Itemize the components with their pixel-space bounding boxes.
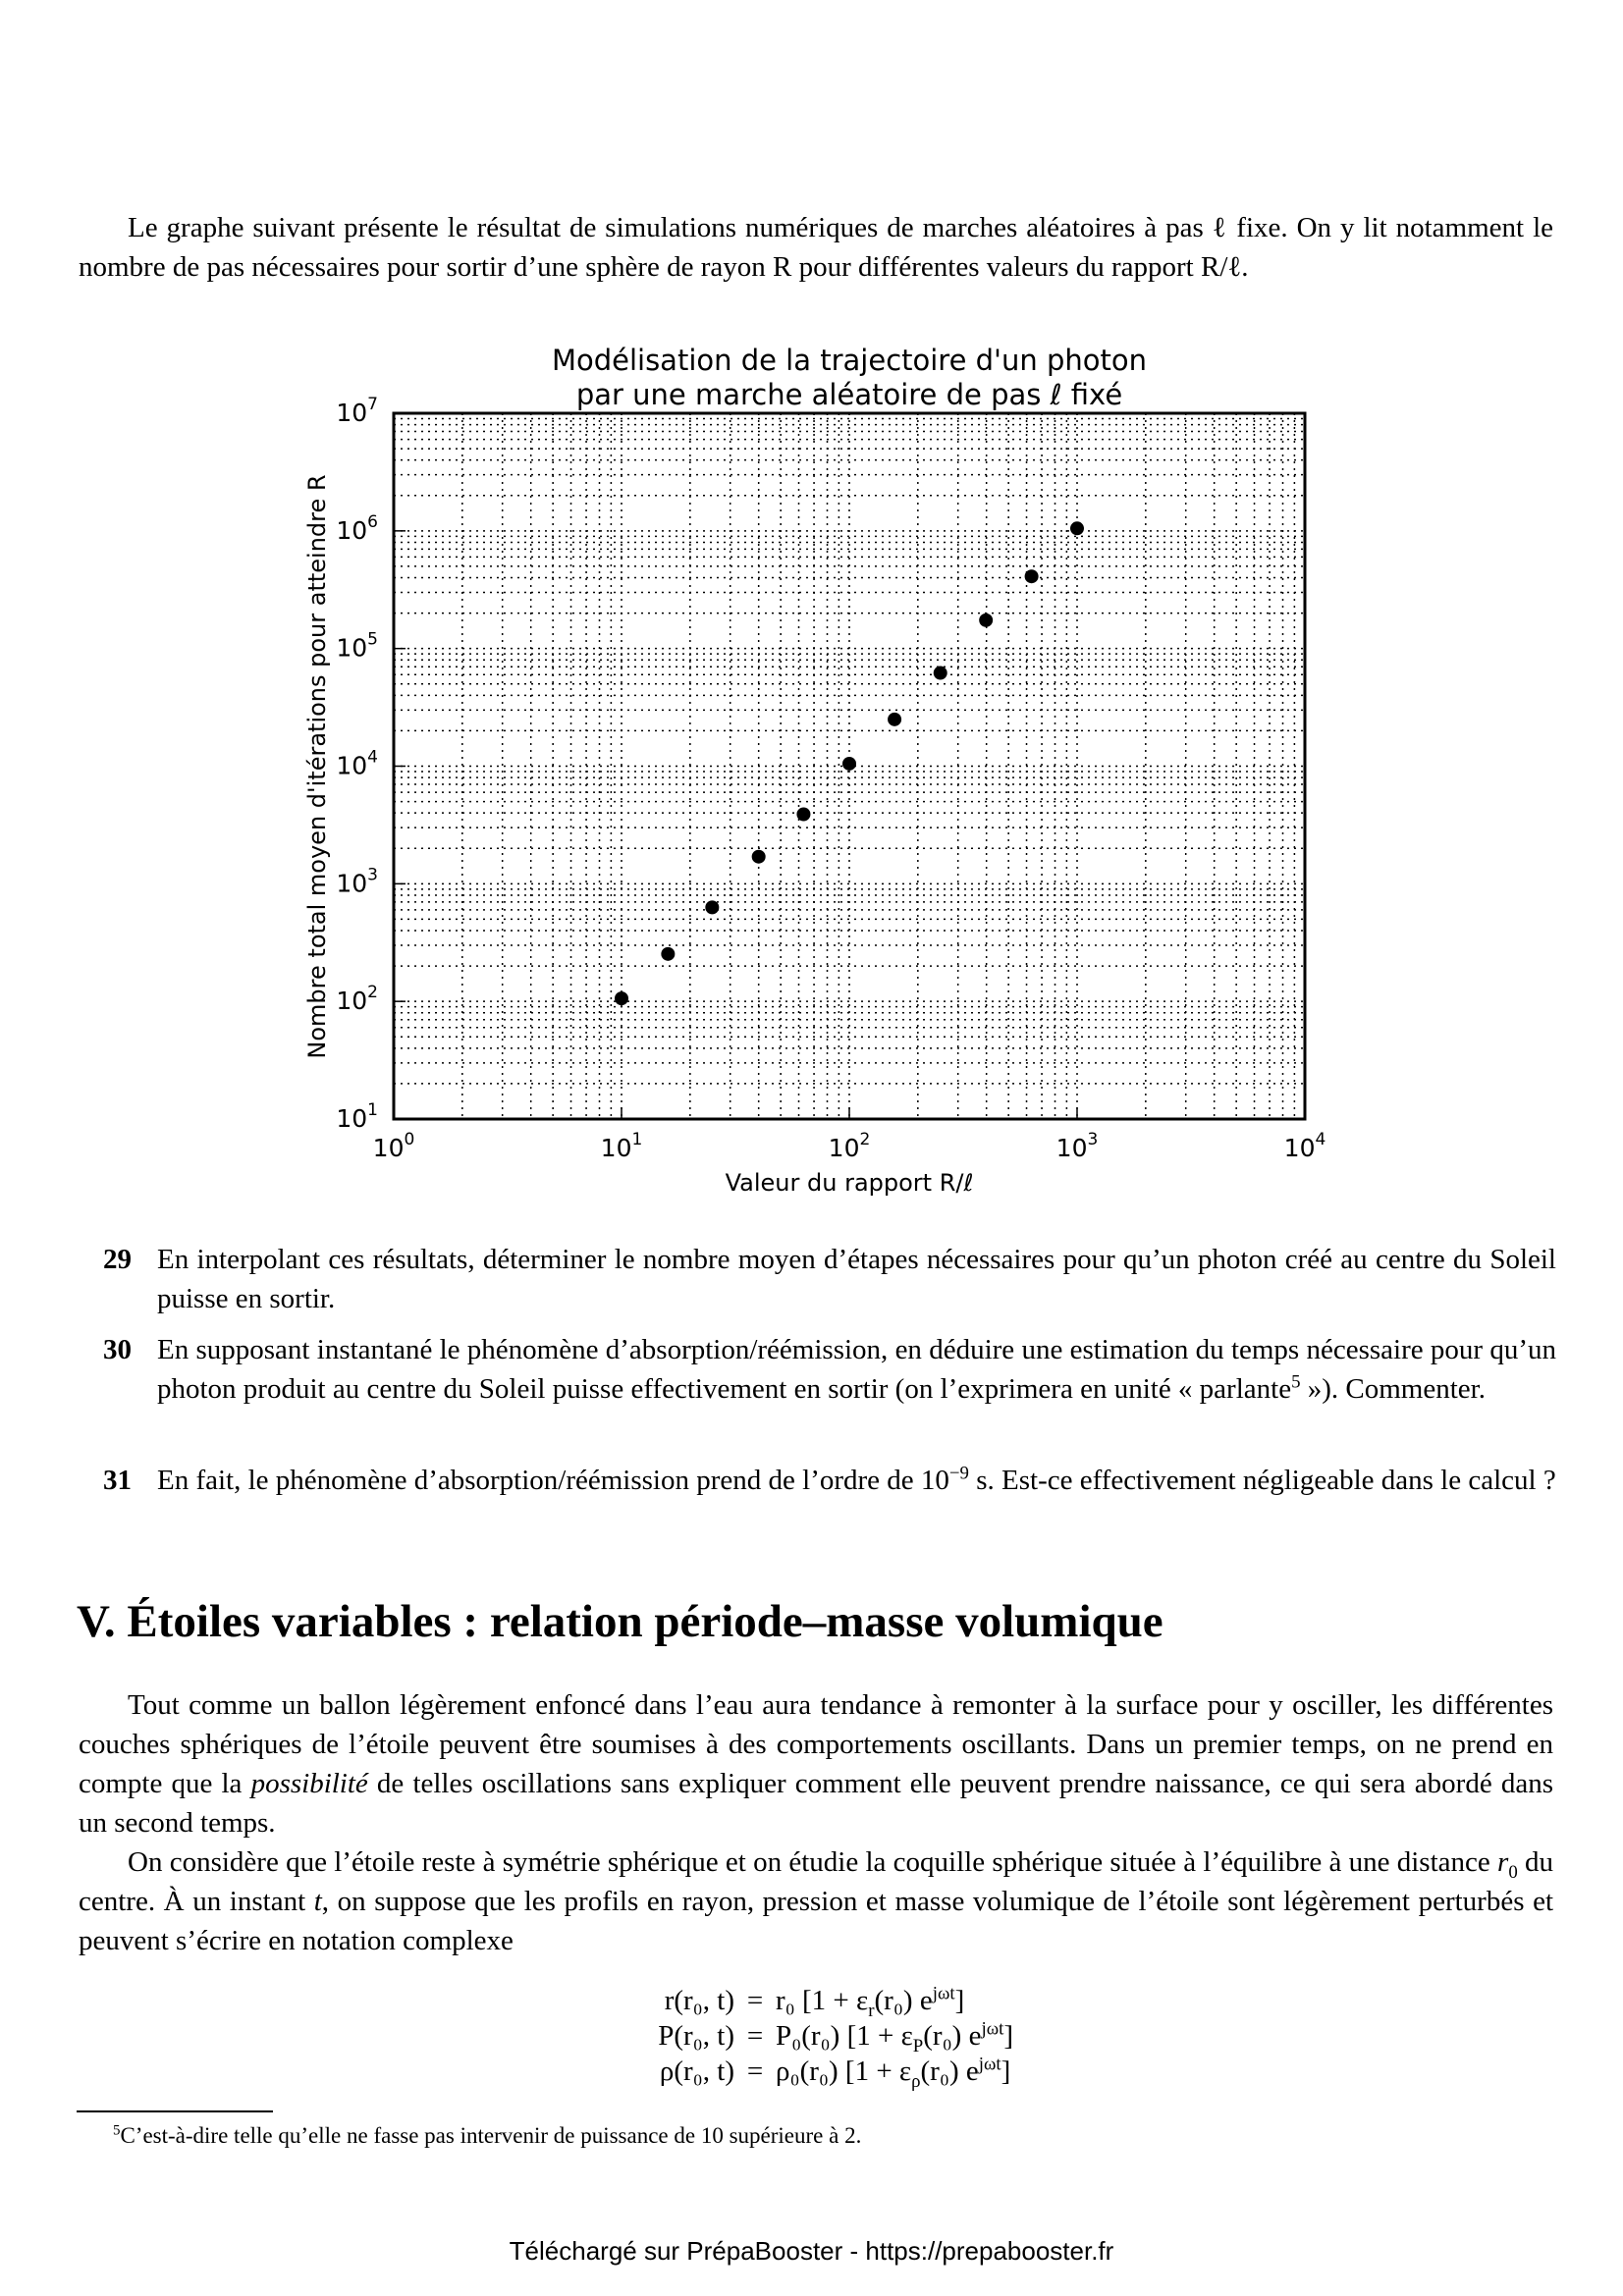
question-number: 29 [103, 1244, 132, 1275]
footnote-text: C’est-à-dire telle qu’elle ne fasse pas intervenir de puissance de 10 supérieure à 2. [120, 2123, 862, 2148]
rhs-subscript: r [868, 2000, 875, 2021]
chart-title-line-2: par une marche aléatoire de pas ℓ fixé [575, 378, 1123, 411]
question-text: En interpolant ces résultats, déterminer le nombre moyen d’étapes nécessaires pour qu’un photon créé au centre du Soleil puisse en sortir. [157, 1244, 1556, 1314]
math-variable: t [313, 1886, 322, 1917]
equation-rhs [776, 1982, 1080, 2021]
math-variable: r [1497, 1846, 1509, 1878]
y-tick-label: $10^3$ [336, 865, 378, 898]
footnote-reference[interactable]: 5 [1291, 1371, 1301, 1393]
rhs-part: P₀(r₀) [1 + ε [776, 2019, 913, 2052]
math-subscript: 0 [1508, 1861, 1518, 1883]
question-text-part: »). Commenter. [1300, 1373, 1486, 1405]
rhs-exponent: jωt [981, 2017, 1004, 2039]
x-tick-label: $10^3$ [1055, 1130, 1099, 1162]
y-tick-label: $10^5$ [336, 629, 378, 663]
equation-block [0, 1982, 1623, 2092]
rhs-part: (r₀) e [923, 2019, 982, 2052]
equals-sign: = [746, 2055, 764, 2087]
y-axis-label: Nombre total moyen d'itérations pour atteindre R [303, 474, 331, 1059]
question-number: 30 [103, 1334, 132, 1365]
paragraph-text: , on suppose que les profils en rayon, pression et masse volumique de l’étoile sont légèrement perturbés et peuvent s’écrire en notation complexe [79, 1886, 1553, 1956]
y-tick-label: $10^6$ [336, 511, 378, 545]
x-tick-labels [373, 1130, 1326, 1162]
paragraph-text: de telles oscillations sans expliquer comment elle peuvent prendre naissance, ce qui sera abordé dans un second temps. [79, 1768, 1553, 1839]
question-30 [103, 1330, 1556, 1409]
x-axis-label: Valeur du rapport R/ℓ [725, 1169, 974, 1197]
equation-rhs [776, 2053, 1080, 2092]
question-29 [103, 1240, 1556, 1318]
data-point [888, 713, 901, 726]
x-tick-label: $10^2$ [828, 1130, 871, 1162]
rhs-part: (r₀) e [920, 2055, 979, 2087]
question-text-part: En supposant instantané le phénomène d’absorption/réémission, en déduire une estimation du temps nécessaire pour qu’un photon produit au centre du Soleil puisse effectivement en sortir (on l’exprimera en unité « parlante [157, 1334, 1556, 1405]
y-tick-label: $10^4$ [336, 747, 378, 780]
equation-radius [0, 1982, 1623, 2021]
rhs-subscript: P [912, 2035, 924, 2056]
emphasis: possibilité [250, 1768, 368, 1799]
rhs-part: (r₀) e [874, 1984, 933, 2016]
paragraph-2 [79, 1842, 1553, 1960]
x-tick-label: $10^4$ [1283, 1130, 1326, 1162]
x-tick-label: $10^1$ [600, 1130, 643, 1162]
y-tick-label: $10^2$ [336, 983, 378, 1016]
rhs-part: ρ₀(r₀) [1 + ε [776, 2055, 912, 2087]
footnote [113, 2123, 861, 2149]
question-text-part: s. Est-ce effectivement négligeable dans le calcul ? [968, 1465, 1556, 1496]
rhs-exponent: jωt [978, 2053, 1001, 2074]
question-text [157, 1330, 1556, 1409]
data-point [1070, 521, 1084, 535]
y-tick-labels [336, 395, 378, 1133]
data-point [1025, 569, 1039, 583]
equation-density [0, 2053, 1623, 2092]
tick-marks [394, 531, 1077, 1119]
intro-paragraph: Le graphe suivant présente le résultat de simulations numériques de marches aléatoires à pas ℓ fixe. On y lit notamment le nombre de pas nécessaires pour sortir d’une sphère de rayon R pour différentes valeurs du rapport R/ℓ. [79, 212, 1553, 283]
question-number: 31 [103, 1465, 132, 1496]
download-notice: Téléchargé sur PrépaBooster - https://prepabooster.fr [509, 2236, 1114, 2266]
paragraph-1 [79, 1685, 1553, 1842]
equals-sign: = [746, 2019, 764, 2052]
chart-title-line-1: Modélisation de la trajectoire d'un photon [551, 344, 1148, 377]
question-text-part: En fait, le phénomène d’absorption/réémission prend de l’ordre de 10 [157, 1465, 949, 1496]
paragraph-text: Tout comme un ballon légèrement enfoncé dans l’eau aura tendance à remonter à la surface pour y osciller, les différentes couches sphériques de l’étoile peuvent être soumises à des comportements oscillants. Dans un premier temps, on ne prend en compte que la [79, 1689, 1553, 1799]
rhs-part: ] [1001, 2055, 1011, 2087]
data-point [842, 757, 856, 771]
equation-lhs: P(r₀, t) [658, 2019, 734, 2052]
equation-lhs: r(r₀, t) [664, 1984, 734, 2016]
exponent: −9 [948, 1463, 969, 1484]
y-tick-label: $10^1$ [336, 1100, 378, 1133]
footnote-rule [77, 2110, 273, 2112]
question-text [157, 1461, 1556, 1500]
y-tick-label: $10^7$ [336, 395, 378, 427]
data-point [705, 900, 719, 914]
footnote-mark: 5 [113, 2122, 121, 2139]
section-heading: V. Étoiles variables : relation période–masse volumique [77, 1596, 1163, 1647]
data-point [796, 808, 810, 822]
data-point [934, 667, 947, 680]
data-point [979, 614, 993, 627]
rhs-part: r₀ [1 + ε [776, 1984, 869, 2016]
data-point [661, 947, 675, 961]
rhs-exponent: jωt [932, 1982, 955, 2003]
rhs-part: ] [1003, 2019, 1014, 2052]
data-point [752, 850, 766, 864]
rhs-part: ] [954, 1984, 965, 2016]
data-point [615, 991, 628, 1005]
equation-pressure [0, 2018, 1623, 2054]
x-tick-label: $10^0$ [372, 1130, 415, 1162]
paragraph-text: du centre. À un instant [79, 1846, 1553, 1917]
question-31 [103, 1461, 1556, 1500]
paragraph-text: On considère que l’étoile reste à symétrie sphérique et on étudie la coquille sphérique située à l’équilibre à une distance [128, 1846, 1498, 1878]
rhs-subscript: ρ [911, 2070, 921, 2092]
equation-rhs [776, 2017, 1080, 2056]
equals-sign: = [746, 1984, 764, 2016]
data-points [615, 521, 1084, 1005]
equation-lhs: ρ(r₀, t) [659, 2055, 734, 2087]
